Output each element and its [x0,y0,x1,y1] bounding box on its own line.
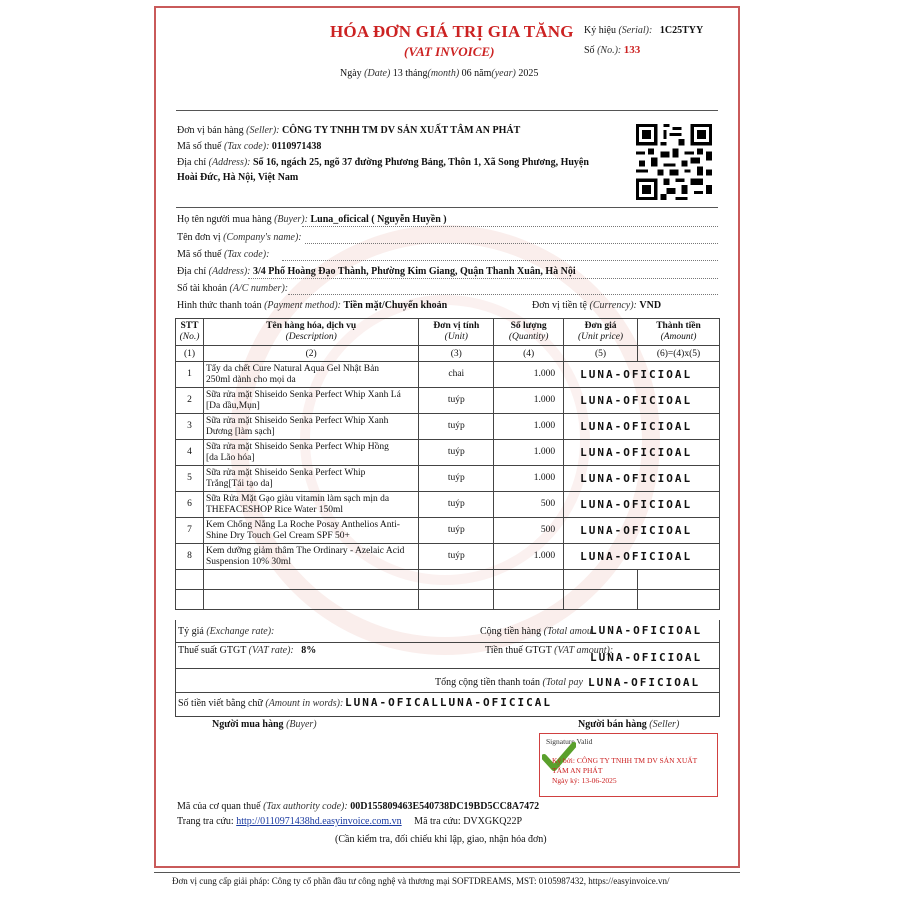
item-price-mask: LUNA-OFICIOAL [564,492,720,518]
column-header: Tên hàng hóa, dịch vụ (Description) [203,319,418,346]
item-description: Tẩy da chết Cure Natural Aqua Gel Nhật Bản 250ml dành cho mọi da [203,362,418,388]
table-row [176,388,720,414]
seller-name: CÔNG TY TNHH TM DV SẢN XUẤT TÂM AN PHÁT [282,125,521,136]
invoice-subtitle: (VAT INVOICE) [404,44,495,59]
lookup-line: Trang tra cứu: http://0110971438hd.easyinvoice.com.vn Mã tra cứu: DVXGKQ22P [177,816,523,827]
divider [176,207,718,208]
provider-line: Đơn vị cung cấp giải pháp: Công ty cổ phần đầu tư công nghệ và thương mại SOFTDREAMS, MST: 0105987432, https://easyinvoice.vn/ [172,876,670,886]
divider [176,110,718,111]
item-quantity: 1.000 [494,544,564,570]
column-header: Đơn giá (Unit price) [564,319,638,346]
currency-line: Đơn vị tiền tệ (Currency): VND [532,300,662,311]
item-price-mask: LUNA-OFICIOAL [564,388,720,414]
column-header: STT (No.) [176,319,204,346]
item-quantity: 1.000 [494,388,564,414]
tax-authority-code: 00D155809463E540738DC19BD5CC8A7472 [350,801,540,812]
table-row [176,414,720,440]
vat-amount-mask: LUNA-OFICIOAL [590,651,703,664]
item-unit: tuýp [419,414,494,440]
tax-authority-line: Mã của cơ quan thuế (Tax authority code): 00D155809463E540738DC19BD5CC8A7472 [177,801,540,812]
lookup-code: DVXGKQ22P [463,816,523,827]
subtotal-mask: LUNA-OFICIOAL [590,624,703,637]
item-unit: tuýp [419,388,494,414]
buyer-tax-line: Mã số thuế (Tax code): [177,249,270,260]
vat-rate: 8% [301,645,317,656]
subtotal-line: Cộng tiền hàng (Total amou [480,626,592,637]
vat-amount-line: Tiền thuế GTGT (VAT amount): [485,645,614,656]
row-number: 3 [176,414,204,440]
payment-method: Tiền mặt/Chuyển khoản [343,300,448,311]
buyer-account-line: Số tài khoản (A/C number): [177,283,289,294]
buyer-address-line: Địa chỉ (Address): 3/4 Phố Hoàng Đạo Thành, Phường Kim Giang, Quận Thanh Xuân, Hà Nội [177,266,576,277]
payment-method-line: Hình thức thanh toán (Payment method): Tiền mặt/Chuyển khoản [177,300,448,311]
row-number: 7 [176,518,204,544]
signature-valid-text: Signature Valid [546,737,593,746]
column-header: Đơn vị tính (Unit) [419,319,494,346]
item-unit: chai [419,362,494,388]
seller-name-line: Đơn vị bán hàng (Seller): CÔNG TY TNHH TM DV SẢN XUẤT TÂM AN PHÁT [177,125,521,136]
item-description: Sữa rửa mặt Shiseido Senka Perfect Whip Xanh Dương [làm sạch] [203,414,418,440]
grand-total-mask: LUNA-OFICIOAL [588,676,701,689]
number-field: Số (No.): 133 [584,44,641,56]
item-description: Sữa Rửa Mặt Gạo giàu vitamin làm sạch mịn da THEFACESHOP Rice Water 150ml [203,492,418,518]
row-number: 5 [176,466,204,492]
table-index-row: (1) (2) (3) (4) (5) (6)=(4)x(5) [176,346,720,362]
item-unit: tuýp [419,544,494,570]
serial-field: Ký hiệu (Serial): 1C25TYY [584,25,704,36]
invoice-title: HÓA ĐƠN GIÁ TRỊ GIA TĂNG [330,22,574,41]
item-quantity: 500 [494,518,564,544]
seller-tax-code: 0110971438 [271,141,322,152]
item-unit: tuýp [419,518,494,544]
table-row-empty [176,590,720,610]
buyer-company-line: Tên đơn vị (Company's name): [177,232,302,243]
row-number: 2 [176,388,204,414]
item-description: Kem dưỡng giảm thâm The Ordinary - Azelaic Acid Suspension 10% 30ml [203,544,418,570]
table-row [176,440,720,466]
seller-address-line2: Hoài Đức, Hà Nội, Việt Nam [177,172,299,183]
digital-signature-box [539,733,718,797]
verification-note: (Cần kiểm tra, đối chiếu khi lập, giao, nhận hóa đơn) [335,834,547,845]
amount-in-words-line: Số tiền viết bằng chữ (Amount in words): [178,698,344,709]
table-row [176,492,720,518]
row-number: 4 [176,440,204,466]
item-description: Sữa rửa mặt Shiseido Senka Perfect Whip Xanh Lá [Da dầu,Mụn] [203,388,418,414]
item-quantity: 1.000 [494,414,564,440]
item-unit: tuýp [419,492,494,518]
vat-rate-line: Thuế suất GTGT (VAT rate): 8% [178,645,317,656]
seller-signature-label: Người bán hàng (Seller) [578,719,680,730]
item-description: Kem Chống Nắng La Roche Posay Anthelios Anti- Shine Dry Touch Gel Cream SPF 50+ [203,518,418,544]
row-number: 1 [176,362,204,388]
table-row [176,518,720,544]
currency: VND [639,300,662,311]
buyer-address: 3/4 Phố Hoàng Đạo Thành, Phường Kim Giang, Quận Thanh Xuân, Hà Nội [253,266,576,277]
item-price-mask: LUNA-OFICIOAL [564,362,720,388]
item-price-mask: LUNA-OFICIOAL [564,466,720,492]
item-price-mask: LUNA-OFICIOAL [564,518,720,544]
column-header: Thành tiền (Amount) [638,319,720,346]
amount-in-words-mask: LUNA-OFICALLUNA-OFICICAL [345,696,552,709]
lookup-link[interactable]: http://0110971438hd.easyinvoice.com.vn [236,816,402,827]
item-quantity: 1.000 [494,466,564,492]
exchange-rate-line: Tỷ giá (Exchange rate): [178,626,275,637]
item-price-mask: LUNA-OFICIOAL [564,414,720,440]
column-header: Số lượng (Quantity) [494,319,564,346]
item-price-mask: LUNA-OFICIOAL [564,544,720,570]
item-unit: tuýp [419,466,494,492]
table-row-empty [176,570,720,590]
qr-code-icon [636,124,712,200]
item-quantity: 1.000 [494,362,564,388]
row-number: 8 [176,544,204,570]
item-description: Sữa rửa mặt Shiseido Senka Perfect Whip Trắng[Tái tạo da] [203,466,418,492]
row-number: 6 [176,492,204,518]
buyer-name: Luna_oficical ( Nguyễn Huyền ) [310,214,447,225]
items-table [175,318,720,610]
invoice-date: Ngày (Date) 13 tháng(month) 06 năm(year) 2025 [340,68,539,79]
item-unit: tuýp [419,440,494,466]
table-row [176,466,720,492]
seller-address-line: Địa chỉ (Address): Số 16, ngách 25, ngõ 37 đường Phương Bảng, Thôn 1, Xã Song Phương, Huyện [177,157,589,168]
table-header-row [176,319,720,346]
buyer-name-line: Họ tên người mua hàng (Buyer): Luna_oficical ( Nguyễn Huyền ) [177,214,447,225]
item-description: Sữa rửa mặt Shiseido Senka Perfect Whip Hồng [da Lão hóa] [203,440,418,466]
item-price-mask: LUNA-OFICIOAL [564,440,720,466]
table-row [176,362,720,388]
table-row [176,544,720,570]
item-quantity: 1.000 [494,440,564,466]
seller-tax-line: Mã số thuế (Tax code): 0110971438 [177,141,322,152]
item-quantity: 500 [494,492,564,518]
buyer-signature-label: Người mua hàng (Buyer) [212,719,317,730]
signed-by: Ký bởi: CÔNG TY TNHH TM DV SẢN XUẤT TÂM AN PHÁT Ngày ký: 13-06-2025 [552,756,698,785]
grand-total-line: Tổng cộng tiền thanh toán (Total pay [435,677,583,688]
